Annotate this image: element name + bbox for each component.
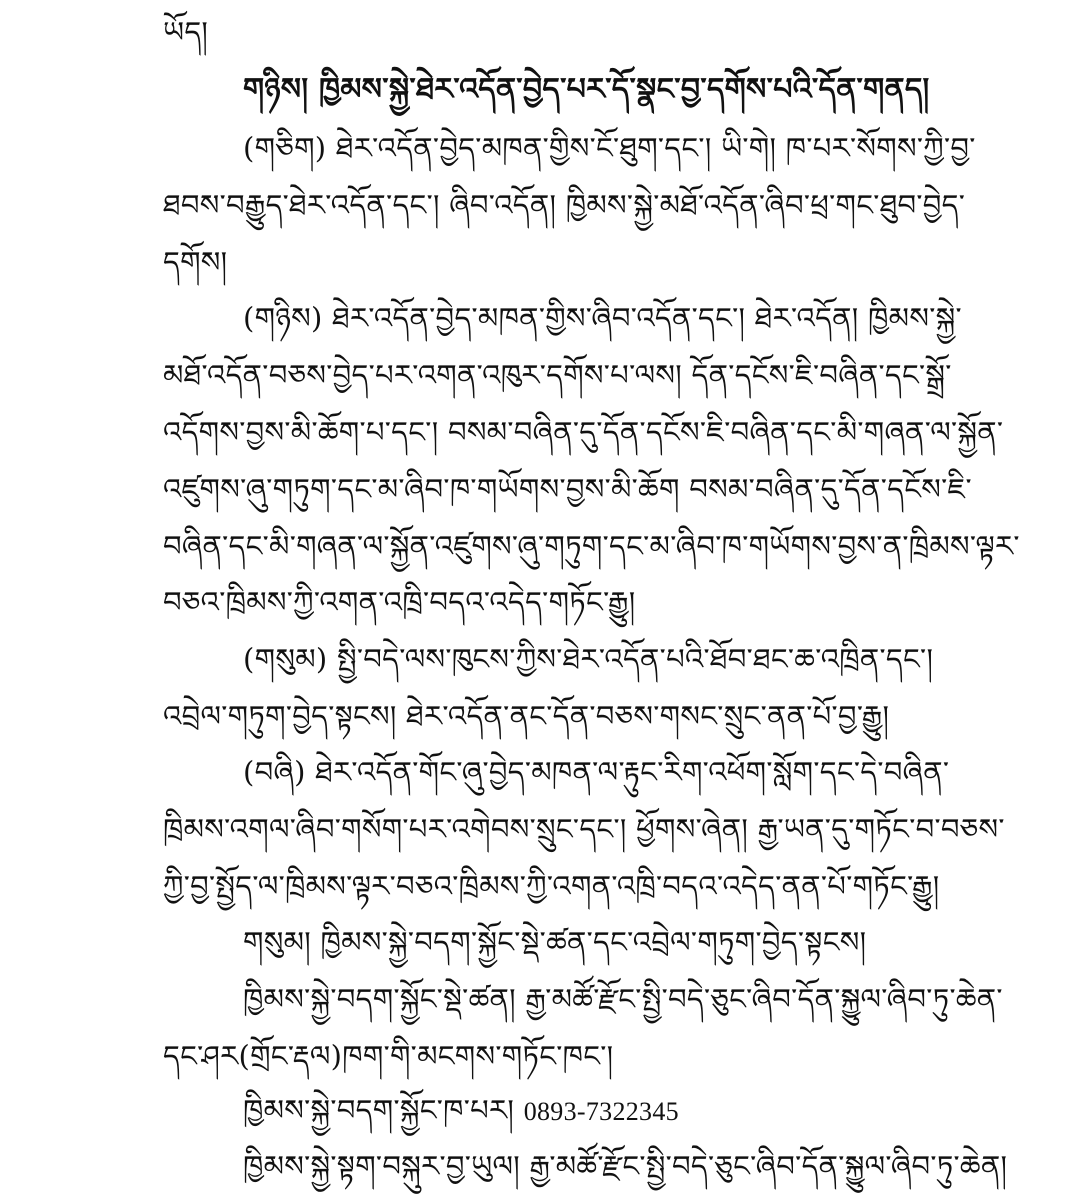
text-line-1: ཡོད། bbox=[163, 15, 209, 49]
paragraph-2-line-4: འཛུགས་ཞུ་གཏུག་དང་མ་ཞིབ་ཁ་གཡོགས་བྱས་མི་ཆོག བསམ་བཞིན་དུ་དོན་དངོས་ཇི་ bbox=[163, 472, 972, 506]
paragraph-1-line-3: དགོས། bbox=[163, 245, 228, 279]
section-heading-2: གཉིས། ཁྱིམས་སྐྱེ་ཐེར་འདོན་བྱེད་པར་དོ་སྣང་བྱ་དགོས་པའི་དོན་གནད། bbox=[243, 72, 930, 107]
paragraph-3-line-1: (གསུམ) སྤྱི་བདེ་ལས་ཁུངས་ཀྱིས་ཐེར་འདོན་པའི་ཐོབ་ཐང་ཆ་འཁྲིན་དང་། bbox=[243, 642, 934, 676]
paragraph-2-line-6: བཅའ་ཁྲིམས་ཀྱི་འགན་འཁྲི་བདའ་འདེད་གཏོང་རྒྱུ། bbox=[163, 585, 636, 619]
paragraph-3-line-2: འབྲེལ་གཏུག་བྱེད་སྟངས། ཐེར་འདོན་ནང་དོན་བཅས་གསང་སྲུང་ནན་པོ་བྱ་རྒྱུ། bbox=[163, 699, 890, 733]
paragraph-2-line-2: མཐོ་འདོན་བཅས་བྱེད་པར་འགན་འཁུར་དགོས་པ་ལས། དོན་དངོས་ཇི་བཞིན་དང་སྒྲོ་ bbox=[163, 358, 952, 392]
paragraph-2-line-3: འདོགས་བྱས་མི་ཆོག་པ་དང་། བསམ་བཞིན་དུ་དོན་དངོས་ཇི་བཞིན་དང་མི་གཞན་ལ་སྐྱོན་ bbox=[163, 415, 1004, 449]
phone-label: ཁྱིམས་སྐྱེ་བདག་སྐྱོང་ཁ་པར། bbox=[243, 1093, 524, 1127]
paragraph-1-line-2: ཐབས་བརྒྱུད་ཐེར་འདོན་དང་། ཞིབ་འདོན། ཁྱིམས་སྐྱེ་མཐོ་འདོན་ཞིབ་ཕྲ་གང་ཐུབ་བྱེད་ bbox=[163, 188, 966, 222]
phone-line bbox=[243, 1090, 679, 1132]
contact-line-2: དང་ཤར(གྲོང་རྡལ)ཁག་གི་མངགས་གཏོང་ཁང་། bbox=[163, 1039, 614, 1073]
paragraph-1-line-1: (གཅིག) ཐེར་འདོན་བྱེད་མཁན་གྱིས་ངོ་ཐུག་དང་། ཡི་གེ། ཁ་པར་སོགས་ཀྱི་བྱ་ bbox=[243, 131, 976, 165]
paragraph-4-line-3: ཀྱི་བྱ་སྤྱོད་ལ་ཁྲིམས་ལྟར་བཅའ་ཁྲིམས་ཀྱི་འགན་འཁྲི་བདའ་འདེད་ནན་པོ་གཏོང་རྒྱུ། bbox=[163, 869, 940, 903]
paragraph-4-line-2: ཁྲིམས་འགལ་ཞིབ་གསོག་པར་འགེབས་སྲུང་དང་། ཕྱོགས་ཞེན། རྒྱ་ཡན་དུ་གཏོང་བ་བཅས་ bbox=[163, 812, 1005, 846]
paragraph-2-line-5: བཞིན་དང་མི་གཞན་ལ་སྐྱོན་འཛུགས་ཞུ་གཏུག་དང་མ་ཞིབ་ཁ་གཡོགས་བྱས་ན་ཁྲིམས་ལྟར་ bbox=[163, 529, 1020, 563]
paragraph-4-line-1: (བཞི) ཐེར་འདོན་གོང་ཞུ་བྱེད་མཁན་ལ་རྟུང་རིག་འཕོག་སློག་དང་དེ་བཞིན་ bbox=[243, 755, 950, 789]
section-heading-3: གསུམ། ཁྱིམས་སྐྱེ་བདག་སྐྱོང་སྡེ་ཚན་དང་འབྲེལ་གཏུག་བྱེད་སྟངས། bbox=[243, 925, 867, 959]
phone-number: 0893-7322345 bbox=[523, 1097, 679, 1126]
contact-line-1: ཁྱིམས་སྐྱེ་བདག་སྐྱོང་སྡེ་ཚན། རྒྱ་མཚོ་རྫོང་སྤྱི་བདེ་ཅུང་ཞིབ་དོན་སྐྱུལ་ཞིབ་ཏུ་ཆེན་ bbox=[243, 982, 1003, 1016]
paragraph-2-line-1: (གཉིས) ཐེར་འདོན་བྱེད་མཁན་གྱིས་ཞིབ་འདོན་དང་། ཐེར་འདོན། ཁྱིམས་སྐྱེ་ bbox=[243, 301, 962, 335]
address-line: ཁྱིམས་སྐྱེ་སྟག་བསྐུར་བྱ་ཡུལ། རྒྱ་མཚོ་རྫོང་སྤྱི་བདེ་ཅུང་ཞིབ་དོན་སྐྱུལ་ཞིབ་ཏུ་ཆེན། bbox=[243, 1149, 1008, 1183]
